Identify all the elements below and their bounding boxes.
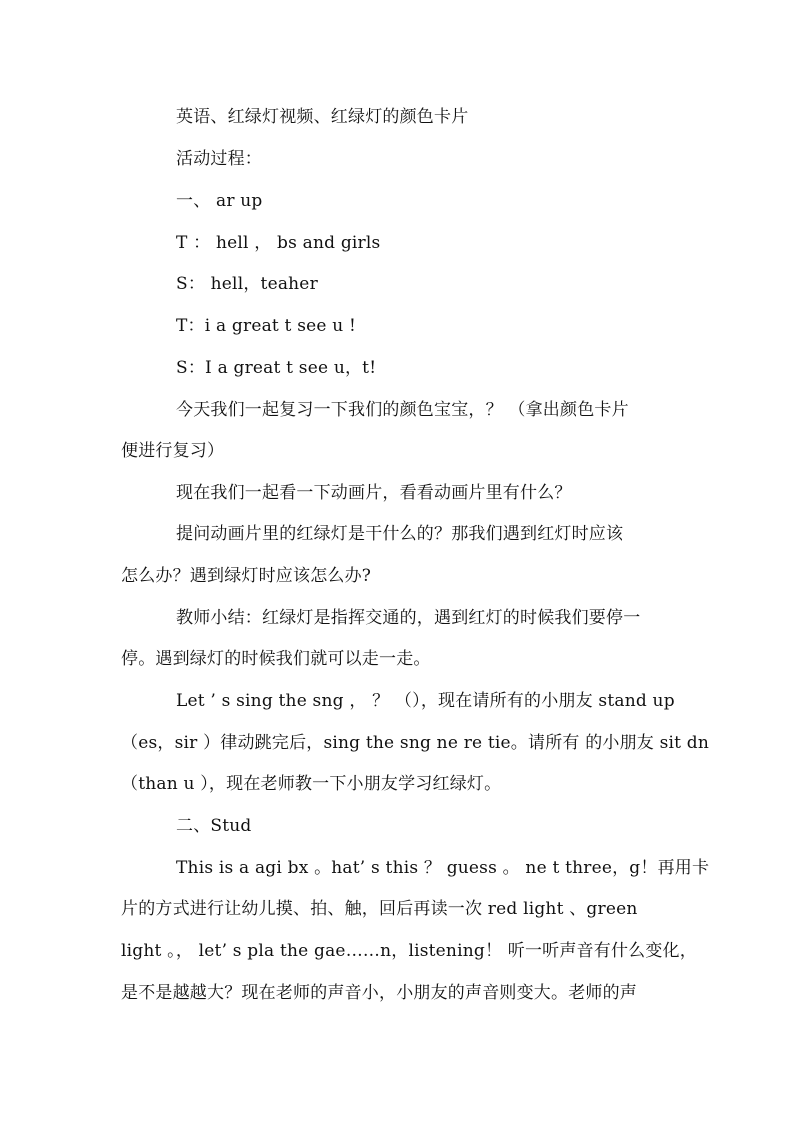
teacher-summary-line: 教师小结：红绿灯是指挥交通的，遇到红灯的时候我们要停一	[176, 608, 641, 628]
activity-process-heading: 活动过程：	[176, 149, 262, 169]
paragraph-line: 怎么办？遇到绿灯时应该怎么办?	[121, 566, 372, 586]
paragraph-line: light 。， let’ s pla the gae……n，listening！ 听一听声音有什么变化，	[121, 941, 697, 961]
dialogue-line-teacher-2: T：i a great t see u !	[176, 316, 357, 336]
section-two-heading: 二、Stud	[176, 816, 252, 836]
materials-line: 英语、红绿灯视频、红绿灯的颜色卡片	[176, 107, 469, 127]
paragraph-line: （es，sir ）律动跳完后，sing the sng ne re tie。请所有 的小朋友 sit dn	[121, 733, 710, 753]
section-one-heading: 一、 ar up	[176, 191, 263, 211]
paragraph-line: 便进行复习）	[121, 441, 225, 461]
teacher-summary-line: 停。遇到绿灯的时候我们就可以走一走。	[121, 649, 431, 669]
paragraph-line: 是不是越越大？现在老师的声音小，小朋友的声音则变大。老师的声	[121, 983, 637, 1003]
paragraph-line: Let ’ s sing the sng ， ？ （），现在请所有的小朋友 stand up	[176, 691, 675, 711]
paragraph-line: 提问动画片里的红绿灯是干什么的？那我们遇到红灯时应该	[176, 524, 624, 544]
paragraph-line: This is a agi bx 。hat’ s this ？ guess 。 ne t three，g！再用卡	[176, 858, 710, 878]
dialogue-line-student-1: S： hell，teaher	[176, 274, 318, 294]
paragraph-line: 现在我们一起看一下动画片，看看动画片里有什么？	[176, 483, 572, 503]
dialogue-line-teacher-1: T ： hell ， bs and girls	[176, 233, 381, 253]
dialogue-line-student-2: S：I a great t see u，t!	[176, 358, 377, 378]
paragraph-line: （than u ），现在老师教一下小朋友学习红绿灯。	[121, 774, 502, 794]
paragraph-line: 今天我们一起复习一下我们的颜色宝宝，？ （拿出颜色卡片	[176, 400, 629, 420]
paragraph-line: 片的方式进行让幼儿摸、拍、触，回后再读一次 red light 、green	[121, 899, 638, 919]
